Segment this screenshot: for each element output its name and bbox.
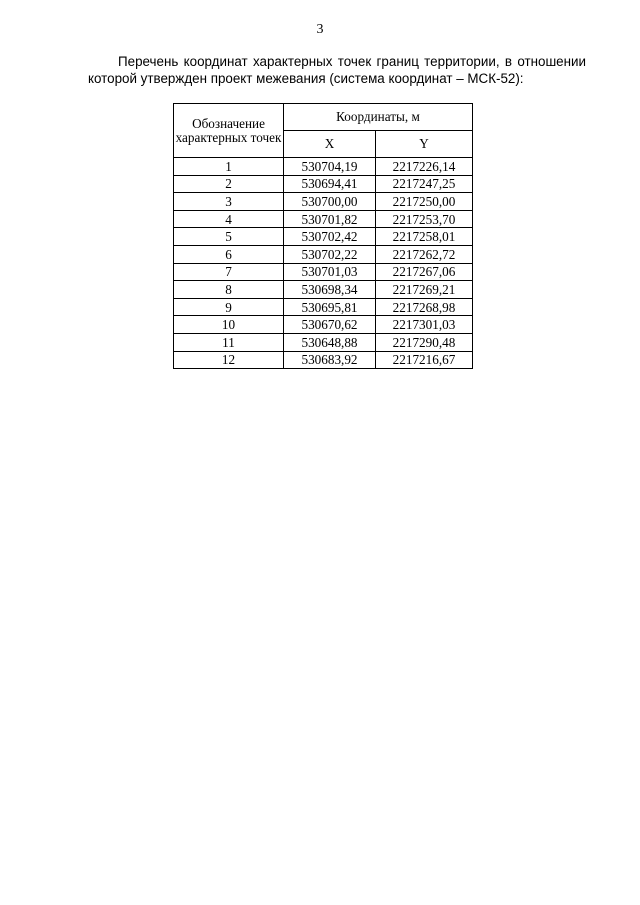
table-row (174, 281, 473, 299)
point-cell: 2 (174, 175, 284, 193)
table-row (174, 263, 473, 281)
coordinates-column-header: Координаты, м (284, 104, 473, 131)
x-cell: 530670,62 (284, 316, 376, 334)
point-cell: 5 (174, 228, 284, 246)
x-cell: 530700,00 (284, 193, 376, 211)
table-row (174, 245, 473, 263)
y-cell: 2217226,14 (376, 158, 473, 176)
point-cell: 6 (174, 245, 284, 263)
point-cell: 7 (174, 263, 284, 281)
page-number: 3 (316, 22, 324, 37)
point-cell: 1 (174, 158, 284, 176)
table-row (174, 316, 473, 334)
x-cell: 530701,82 (284, 210, 376, 228)
y-cell: 2217268,98 (376, 298, 473, 316)
table-row (174, 158, 473, 176)
x-cell: 530704,19 (284, 158, 376, 176)
point-cell: 8 (174, 281, 284, 299)
y-cell: 2217250,00 (376, 193, 473, 211)
table-row (174, 210, 473, 228)
x-column-header: X (284, 131, 376, 158)
y-cell: 2217247,25 (376, 175, 473, 193)
x-cell: 530702,42 (284, 228, 376, 246)
intro-line-1: Перечень координат характерных точек границ территории, в отношении (118, 54, 586, 69)
x-cell: 530695,81 (284, 298, 376, 316)
table-body (174, 158, 473, 369)
coordinates-table (173, 103, 473, 369)
x-cell: 530694,41 (284, 175, 376, 193)
y-cell: 2217262,72 (376, 245, 473, 263)
y-cell: 2217253,70 (376, 210, 473, 228)
x-cell: 530702,22 (284, 245, 376, 263)
point-cell: 9 (174, 298, 284, 316)
point-cell: 12 (174, 351, 284, 369)
table-header-row (174, 104, 473, 131)
point-cell: 11 (174, 333, 284, 351)
table-row (174, 175, 473, 193)
x-cell: 530683,92 (284, 351, 376, 369)
point-cell: 3 (174, 193, 284, 211)
y-column-header: Y (376, 131, 473, 158)
table-row (174, 298, 473, 316)
table-row (174, 333, 473, 351)
table-row (174, 228, 473, 246)
x-cell: 530698,34 (284, 281, 376, 299)
y-cell: 2217216,67 (376, 351, 473, 369)
y-cell: 2217267,06 (376, 263, 473, 281)
x-cell: 530648,88 (284, 333, 376, 351)
table-row (174, 351, 473, 369)
y-cell: 2217301,03 (376, 316, 473, 334)
intro-paragraph (88, 54, 586, 87)
intro-line-2: которой утвержден проект межевания (система координат – МСК-52): (88, 70, 524, 86)
point-column-header: Обозначение характерных точек (174, 104, 284, 158)
table-row (174, 193, 473, 211)
point-cell: 4 (174, 210, 284, 228)
y-cell: 2217290,48 (376, 333, 473, 351)
point-cell: 10 (174, 316, 284, 334)
y-cell: 2217269,21 (376, 281, 473, 299)
x-cell: 530701,03 (284, 263, 376, 281)
y-cell: 2217258,01 (376, 228, 473, 246)
